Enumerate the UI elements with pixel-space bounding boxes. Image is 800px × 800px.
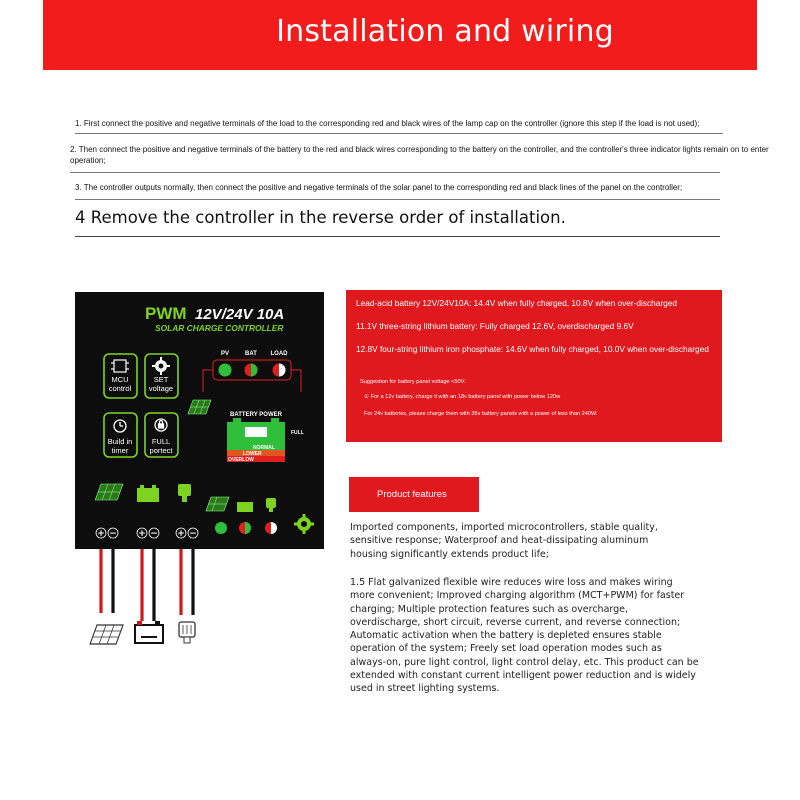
divider — [75, 236, 720, 237]
lamp-icon — [266, 498, 276, 512]
pv-indicator-light — [215, 522, 227, 534]
battery-icon — [227, 418, 285, 444]
terminal-sign: + — [97, 529, 105, 539]
features-paragraph: 1.5 Flat galvanized flexible wire reduces wire loss and makes wiring more convenient; Improved charging algorithm (MCT+PWM) for faster charging; Multiple protection features such as overcharge, overdischarge, short circuit, reverse current, and reverse connection; Automatic activation when the battery is depleted ensures stable operation of the system; Freely set load operation modes such as always-on, pure light control, light control delay, etc. This product can be extended with constant current intelligent power reduction and is widely used in street lighting systems. — [350, 577, 699, 695]
spec-lithium: 11.1V three-string lithium battery: Fully charged 12.6V, overdischarged 9.6V — [356, 321, 634, 331]
terminal-sign: − — [109, 529, 117, 539]
solar-panel-icon — [95, 484, 123, 500]
controller-brand: PWM — [145, 304, 187, 323]
feature-label: voltage — [148, 384, 174, 393]
spec-lifepo4: 12.8V four-string lithium iron phosphate: 14.6V when fully charged, 10.0V when over-discharged — [356, 344, 709, 354]
controller-subtitle: SOLAR CHARGE CONTROLLER — [155, 323, 284, 333]
battery-spec-panel — [346, 290, 722, 442]
terminal-sign: + — [177, 529, 185, 539]
gear-icon — [294, 514, 314, 534]
title-banner — [43, 0, 757, 70]
terminal-sign: − — [150, 529, 158, 539]
battery-icon — [237, 502, 253, 512]
divider — [75, 199, 720, 200]
product-features-heading: Product features — [349, 477, 479, 512]
level-normal: NORMAL — [253, 445, 275, 451]
divider — [75, 133, 723, 134]
battery-icon — [137, 485, 159, 502]
battery-icon — [135, 621, 163, 643]
panel-voltage-suggestion: Suggestion for battery panel voltage <50V: — [360, 379, 466, 385]
level-full: FULL — [291, 430, 304, 436]
indicator-label-pv: PV — [220, 351, 230, 357]
chip-icon — [111, 360, 129, 372]
indicator-label-load: LOAD — [270, 351, 288, 357]
step-3: 3. The controller outputs normally, then connect the positive and negative terminals of the solar panel to the corresponding red and black lines of the panel on the controller; — [75, 183, 683, 192]
feature-label: MCU — [111, 375, 129, 384]
solar-panel-icon — [188, 400, 211, 414]
feature-label: portect — [149, 446, 173, 455]
level-lower: LOWER — [243, 451, 262, 457]
solar-panel-icon — [206, 497, 229, 511]
timer-icon — [114, 420, 126, 432]
pv-indicator-light — [219, 364, 232, 377]
feature-label: control — [108, 384, 132, 393]
solar-panel-icon — [90, 625, 123, 644]
spec-lead-acid: Lead-acid battery 12V/24V10A: 14.4V when fully charged, 10.8V when over-discharged — [356, 298, 678, 308]
wiring-diagram — [75, 549, 324, 659]
terminal-sign: − — [189, 529, 197, 539]
charge-controller-image — [75, 292, 324, 549]
feature-label: timer — [111, 446, 129, 455]
step-2: 2. Then connect the positive and negative terminals of the battery to the red and black wires corresponding to the battery on the controller, and the controller's three indicator lights remain on to enter operation; — [70, 145, 769, 165]
note-12v: ① For a 12v battery, charge it with an 18v battery panel with power below 120w — [364, 394, 561, 400]
page-title: Installation and wiring — [276, 14, 614, 49]
features-paragraph: Imported components, imported microcontrollers, stable quality, sensitive response; Waterproof and heat-dissipating aluminum housing significantly extends product life; — [350, 522, 658, 560]
lamp-icon — [178, 484, 191, 502]
level-overlow: OVERLOW — [228, 457, 254, 463]
battery-power-label: BATTERY POWER — [230, 412, 282, 418]
step-4: 4 Remove the controller in the reverse order of installation. — [75, 208, 566, 227]
lamp-icon — [179, 622, 195, 643]
feature-label: FULL — [151, 437, 171, 446]
indicator-label-bat: BAT — [245, 351, 257, 357]
note-24v: For 24v batteries, please charge them with 36v battery panels with a power of less than 240W. — [364, 411, 598, 417]
controller-rating: 12V/24V 10A — [195, 306, 285, 323]
feature-label: Build in — [107, 437, 133, 446]
gear-icon — [152, 357, 170, 375]
step-1: 1. First connect the positive and negative terminals of the load to the corresponding red and black wires of the lamp cap on the controller (ignore this step if the load is not used); — [75, 119, 700, 128]
feature-label: SET — [153, 375, 169, 384]
terminal-sign: + — [138, 529, 146, 539]
lock-icon — [155, 419, 167, 431]
divider — [70, 172, 720, 173]
